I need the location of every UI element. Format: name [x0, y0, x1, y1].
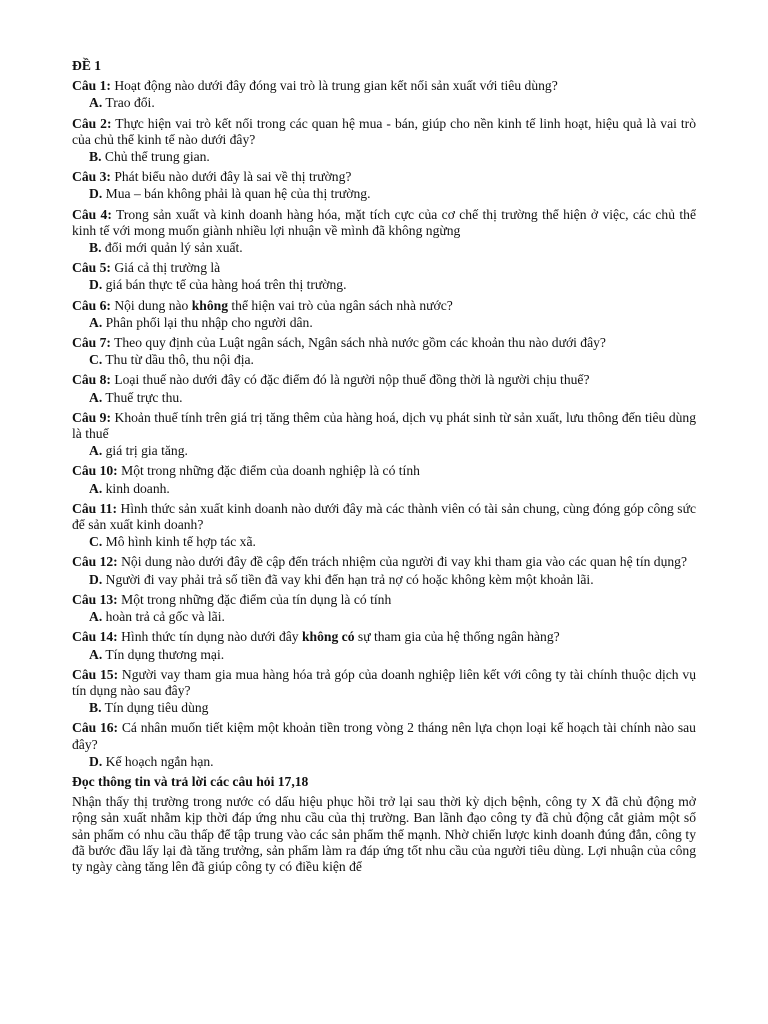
answer-label: A. [89, 389, 103, 405]
exam-title: ĐỀ 1 [72, 58, 102, 73]
answer-text: Mô hình kinh tế hợp tác xã. [105, 534, 256, 550]
answer-label: C. [89, 352, 103, 368]
question-text: Giá cả thị trường là [114, 260, 221, 276]
answer [72, 534, 696, 550]
question [72, 501, 696, 533]
answer-label: D. [89, 571, 103, 587]
question-text: sự tham gia của hệ thống ngân hàng? [354, 629, 560, 645]
answer [72, 149, 696, 165]
question-label: Câu 4: [72, 206, 112, 222]
question-emphasis: không có [301, 629, 355, 645]
answer [72, 609, 696, 625]
answer [72, 481, 696, 497]
question-label: Câu 15: [72, 666, 119, 682]
question [72, 372, 696, 388]
answer [72, 95, 696, 111]
question-label: Câu 7: [72, 335, 111, 351]
answer-text: hoàn trả cả gốc và lãi. [105, 609, 225, 625]
question-label: Câu 16: [72, 720, 119, 736]
answer-label: B. [89, 700, 102, 716]
answer [72, 186, 696, 202]
question-label: Câu 14: [72, 629, 118, 645]
question-text: Hình thức tín dụng nào dưới đây [121, 629, 302, 645]
answer [72, 647, 696, 663]
answer-label: A. [89, 95, 103, 111]
question [72, 78, 696, 94]
answer-text: Phân phối lại thu nhập cho người dân. [105, 314, 313, 330]
answer-text: Tín dụng thương mại. [105, 646, 225, 662]
question-text: Theo quy định của Luật ngân sách, Ngân sách nhà nước gồm các khoản thu nào dưới đây? [114, 335, 606, 351]
answer-label: A. [89, 609, 103, 625]
question-text: Cá nhân muốn tiết kiệm một khoản tiền trong vòng 2 tháng nên lựa chọn loại kế hoạch tài chính nào sau đây? [72, 720, 696, 752]
answer [72, 277, 696, 293]
question [72, 463, 696, 479]
question-text: Hình thức sản xuất kinh doanh nào dưới đây mà các thành viên có tài sản chung, cùng đóng góp công sức để sản xuất kinh doanh? [72, 500, 696, 533]
answer-text: Chủ thể trung gian. [104, 149, 210, 165]
answer-text: kinh doanh. [105, 480, 170, 496]
question-text: Phát biểu nào dưới đây là sai về thị trường? [114, 169, 352, 185]
answer-text: giá trị gia tăng. [105, 443, 188, 459]
question-label: Câu 12: [72, 554, 118, 570]
question-text: Một trong những đặc điểm của tín dụng là có tính [121, 591, 392, 607]
answer-label: B. [89, 149, 102, 165]
question-emphasis: không [191, 297, 228, 313]
question [72, 629, 696, 645]
question-text: Trong sản xuất và kinh doanh hàng hóa, mặt tích cực của cơ chế thị trường thể hiện ở việc, các chủ thể kinh tế với mong muốn giành nhiều lợi nhuận về mình đã không ngừng [72, 206, 696, 238]
answer-label: A. [89, 314, 103, 330]
question-text: Nội dung nào [114, 297, 192, 313]
document-page [72, 58, 696, 875]
question [72, 667, 696, 699]
question-label: Câu 10: [72, 463, 118, 479]
answer-text: giá bán thực tế của hàng hoá trên thị trường. [105, 277, 347, 293]
question-label: Câu 8: [72, 372, 111, 388]
question [72, 410, 696, 442]
question-text: Thực hiện vai trò kết nối trong các quan hệ mua - bán, giúp cho nền kinh tế linh hoạt, hiệu quả là vai trò của chủ thể kinh tế nào dưới đây? [72, 115, 696, 147]
answer [72, 240, 696, 256]
answer [72, 352, 696, 368]
question-text: Một trong những đặc điểm của doanh nghiệp là có tính [121, 463, 420, 479]
question-label: Câu 3: [72, 169, 111, 185]
question-text: thể hiện vai trò của ngân sách nhà nước? [228, 297, 453, 313]
answer [72, 390, 696, 406]
answer-text: đổi mới quản lý sản xuất. [104, 240, 243, 256]
answer [72, 443, 696, 459]
answer-text: Trao đổi. [105, 95, 155, 111]
question-label: Câu 5: [72, 260, 111, 276]
question [72, 592, 696, 608]
answer-text: Người đi vay phải trả số tiền đã vay khi đến hạn trả nợ có hoặc không kèm một khoản lãi. [105, 571, 594, 587]
question-list [72, 78, 696, 770]
question-text: Nội dung nào dưới đây đề cập đến trách nhiệm của người đi vay khi tham gia vào các quan hệ tín dụng? [121, 554, 688, 570]
question-label: Câu 9: [72, 409, 111, 425]
reading-heading: Đọc thông tin và trả lời các câu hỏi 17,18 [72, 773, 309, 789]
answer-label: D. [89, 186, 103, 202]
answer-label: C. [89, 534, 103, 550]
answer-label: A. [89, 646, 103, 662]
question-text: Hoạt động nào dưới đây đóng vai trò là trung gian kết nối sản xuất với tiêu dùng? [114, 78, 558, 94]
question-label: Câu 13: [72, 591, 118, 607]
question [72, 720, 696, 752]
answer [72, 754, 696, 770]
answer [72, 572, 696, 588]
question-text: Khoản thuế tính trên giá trị tăng thêm của hàng hoá, dịch vụ phát sinh từ sản xuất, lưu thông đến tiêu dùng là thuế [72, 409, 697, 442]
question-text: Loại thuế nào dưới đây có đặc điểm đó là người nộp thuế đồng thời là người chịu thuế? [114, 372, 590, 388]
answer-text: Mua – bán không phải là quan hệ của thị trường. [105, 186, 371, 202]
answer-label: B. [89, 240, 102, 256]
question-label: Câu 11: [72, 500, 117, 516]
question-text: Người vay tham gia mua hàng hóa trả góp của doanh nghiệp liên kết với công ty tài chính thuộc dịch vụ tín dụng nào sau đây? [72, 666, 696, 698]
answer [72, 315, 696, 331]
answer [72, 700, 696, 716]
answer-text: Kế hoạch ngắn hạn. [105, 753, 214, 769]
reading-paragraph: Nhận thấy thị trường trong nước có dấu hiệu phục hồi trở lại sau thời kỳ dịch bệnh, công ty X đã chủ động mở rộng sản xuất nhằm kịp thời đáp ứng nhu cầu của thị trường. Ban lãnh đạo công ty đã chủ động cắt giảm một số sản phẩm có nhu cầu thấp để tập trung vào các sản phẩm thế mạnh. Nhờ chiến lược kinh doanh đúng đắn, công ty đã bước đầu lấy lại đà tăng trưởng, sản phẩm làm ra đáp ứng tốt nhu cầu của người tiêu dùng. Lợi nhuận của công ty ngày càng tăng lên đã giúp công ty có điều kiện để [72, 794, 696, 874]
answer-text: Thu từ dầu thô, thu nội địa. [105, 352, 254, 368]
answer-label: D. [89, 753, 103, 769]
question-label: Câu 6: [72, 297, 111, 313]
question-label: Câu 1: [72, 78, 111, 94]
question [72, 260, 696, 276]
answer-label: D. [89, 277, 103, 293]
question [72, 207, 696, 239]
question-label: Câu 2: [72, 115, 112, 131]
question [72, 116, 696, 148]
answer-text: Tín dụng tiêu dùng [104, 700, 209, 716]
answer-label: A. [89, 443, 103, 459]
question [72, 554, 696, 570]
answer-text: Thuế trực thu. [105, 389, 183, 405]
answer-label: A. [89, 480, 103, 496]
question [72, 335, 696, 351]
question [72, 298, 696, 314]
question [72, 169, 696, 185]
